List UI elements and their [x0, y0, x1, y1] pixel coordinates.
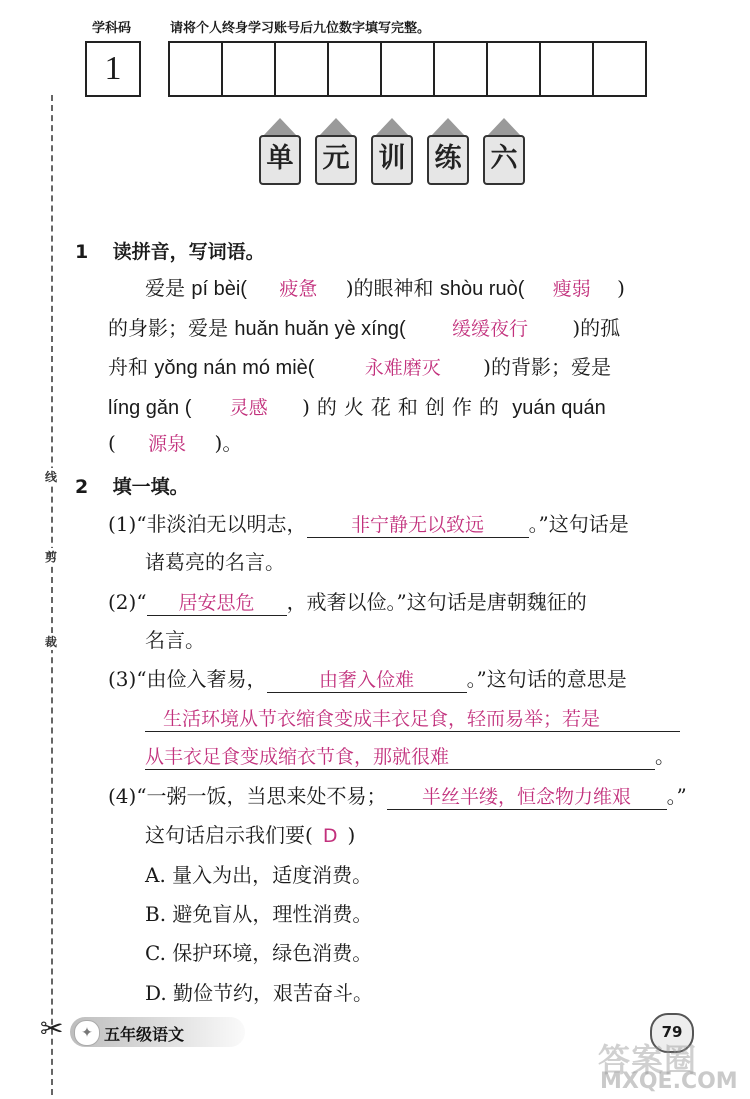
- account-digit-cell[interactable]: [433, 41, 488, 97]
- text: 爱是: [145, 276, 185, 300]
- text: (: [108, 431, 116, 455]
- title-char: 训: [371, 135, 413, 185]
- pinyin: yǒng nán mó miè(: [154, 357, 315, 379]
- title-pencil: [255, 118, 305, 188]
- pinyin: shòu ruò(: [439, 278, 525, 300]
- question-number: 2: [75, 476, 89, 498]
- q1-line-1: [145, 275, 625, 302]
- cut-line-label: 线: [38, 468, 64, 485]
- title-pencil: [423, 118, 473, 188]
- q2-item-2-cont: 名言。: [145, 628, 205, 652]
- answer-text: 永难磨灭: [364, 357, 441, 379]
- pinyin: huǎn huǎn yè xíng(: [234, 318, 406, 340]
- subject-code-label: 学科码: [92, 21, 132, 36]
- book-title: 五年级语文: [104, 1025, 185, 1044]
- answer-text: 非宁静无以致远: [351, 514, 485, 536]
- text: )的孤: [572, 316, 621, 340]
- q2-item-2: [108, 589, 587, 616]
- pinyin: pí bèi(: [191, 278, 247, 300]
- text: 。: [655, 744, 675, 768]
- title-char: 单: [259, 135, 301, 185]
- answer-text: 缓缓夜行: [451, 318, 528, 340]
- question-1-heading: [75, 238, 265, 265]
- text: )的背影；爱是: [483, 355, 611, 379]
- q2-item-1: [108, 511, 629, 538]
- text: (3)“由俭入奢易，: [108, 667, 267, 691]
- answer-text: 源泉: [148, 433, 187, 455]
- title-pencil: [479, 118, 529, 188]
- text: )的眼神和: [345, 276, 434, 300]
- account-instruction: 请将个人终身学习账号后九位数字填写完整。: [170, 21, 431, 36]
- q1-line-2: [108, 315, 620, 342]
- text: 这句话启示我们要(: [145, 823, 313, 847]
- title-char: 六: [483, 135, 525, 185]
- text: ): [617, 276, 625, 300]
- q2-item-4-prompt: [145, 822, 355, 849]
- cut-line-label: 剪: [38, 548, 64, 565]
- account-digit-cell[interactable]: [539, 41, 594, 97]
- answer-text: 疲惫: [279, 278, 318, 300]
- watermark-url: MXQE.COM: [600, 1069, 738, 1094]
- q2-item-3-answer-line-2: [145, 743, 675, 770]
- answer-text: 灵感: [229, 397, 268, 419]
- account-digit-cell[interactable]: [274, 41, 329, 97]
- cut-line-label: 裁: [38, 633, 64, 650]
- question-2-heading: [75, 473, 189, 500]
- text: 舟和: [108, 355, 148, 379]
- answer-text: 半丝半缕，恒念物力维艰: [422, 786, 632, 808]
- answer-text: 居安思危: [178, 592, 255, 614]
- text: (4)“一粥一饭，当思来处不易；: [108, 784, 387, 808]
- question-number: 1: [75, 241, 89, 263]
- q1-line-5: [108, 430, 242, 457]
- option-b: B. 避免盲从，理性消费。: [145, 902, 373, 926]
- pinyin: líng gǎn (: [108, 397, 192, 419]
- account-digit-cell[interactable]: [327, 41, 382, 97]
- q2-item-3: [108, 666, 627, 693]
- q1-line-4: [108, 394, 606, 421]
- answer-text: 生活环境从节衣缩食变成丰衣足食，轻而易举；若是: [163, 708, 601, 730]
- text: ): [347, 823, 356, 847]
- text: (2)“: [108, 590, 147, 614]
- star-icon: ✦: [74, 1020, 100, 1046]
- unit-title: [255, 118, 529, 188]
- text: 。”这句话的意思是: [466, 667, 627, 691]
- subject-code-box: 1: [85, 41, 141, 97]
- account-digit-cell[interactable]: [168, 41, 223, 97]
- account-digit-cell[interactable]: [592, 41, 647, 97]
- account-digit-cell[interactable]: [221, 41, 276, 97]
- account-digit-cell[interactable]: [380, 41, 435, 97]
- watermark-logo: 答案圈: [598, 1041, 698, 1079]
- pinyin: yuán quán: [512, 397, 606, 419]
- title-pencil: [367, 118, 417, 188]
- title-char: 练: [427, 135, 469, 185]
- scissors-icon: ✂: [40, 1012, 64, 1045]
- answer-choice: D: [322, 825, 338, 847]
- text: 。”这句话是: [528, 512, 629, 536]
- page-number: 79: [650, 1013, 694, 1053]
- text: 的身影；爱是: [108, 316, 228, 340]
- question-title: 读拼音，写词语。: [112, 241, 265, 263]
- q2-item-1-cont: 诸葛亮的名言。: [145, 550, 285, 574]
- cut-line: [51, 95, 53, 1095]
- question-title: 填一填。: [112, 476, 189, 498]
- text: 。”: [666, 784, 687, 808]
- option-a: A. 量入为出，适度消费。: [145, 863, 373, 887]
- text: )。: [214, 431, 243, 455]
- title-char: 元: [315, 135, 357, 185]
- answer-text: 从丰衣足食变成缩衣节食，那就很难: [145, 746, 450, 768]
- q2-item-4: [108, 783, 687, 810]
- option-c: C. 保护环境，绿色消费。: [145, 941, 373, 965]
- text: ，戒奢以俭。”这句话是唐朝魏征的: [286, 590, 587, 614]
- answer-text: 由奢入俭难: [319, 669, 415, 691]
- answer-text: 瘦弱: [552, 278, 591, 300]
- option-d: D. 勤俭节约，艰苦奋斗。: [145, 981, 374, 1005]
- text: )的火花和创作的: [302, 395, 506, 419]
- account-digit-grid: [168, 41, 647, 97]
- q1-line-3: [108, 354, 611, 381]
- title-pencil: [311, 118, 361, 188]
- text: (1)“非淡泊无以明志，: [108, 512, 307, 536]
- q2-item-3-answer-line-1: [145, 705, 680, 732]
- account-digit-cell[interactable]: [486, 41, 541, 97]
